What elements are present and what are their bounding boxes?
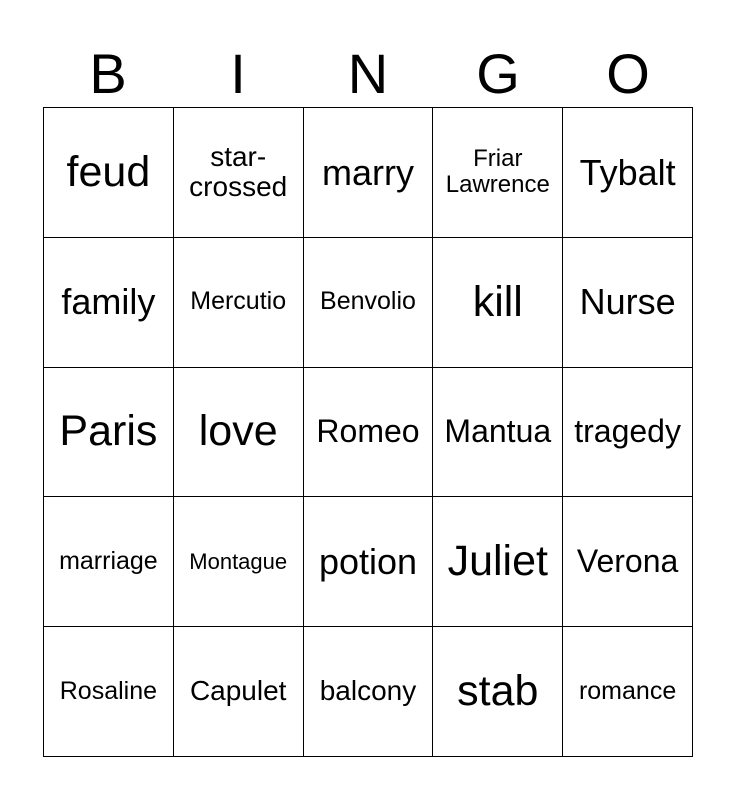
bingo-cell[interactable]: Romeo <box>304 368 434 498</box>
bingo-cell[interactable]: Friar Lawrence <box>433 108 563 238</box>
bingo-cell[interactable]: marry <box>304 108 434 238</box>
bingo-cell[interactable]: star-crossed <box>174 108 304 238</box>
bingo-cell[interactable]: feud <box>44 108 174 238</box>
bingo-cell[interactable]: marriage <box>44 497 174 627</box>
bingo-cell[interactable]: Mercutio <box>174 238 304 368</box>
bingo-cell[interactable]: Verona <box>563 497 693 627</box>
bingo-cell[interactable]: Nurse <box>563 238 693 368</box>
header-letter-i: I <box>230 42 246 105</box>
header-letter-o: O <box>606 42 650 105</box>
bingo-cell[interactable]: potion <box>304 497 434 627</box>
bingo-cell[interactable]: Mantua <box>433 368 563 498</box>
bingo-cell[interactable]: stab <box>433 627 563 757</box>
bingo-cell[interactable]: Benvolio <box>304 238 434 368</box>
header-letter-n: N <box>347 42 389 105</box>
bingo-cell[interactable]: Capulet <box>174 627 304 757</box>
header-letter-b: B <box>89 42 127 105</box>
bingo-cell[interactable]: romance <box>563 627 693 757</box>
bingo-cell[interactable]: balcony <box>304 627 434 757</box>
bingo-cell[interactable]: kill <box>433 238 563 368</box>
bingo-cell[interactable]: Tybalt <box>563 108 693 238</box>
header-letter-g: G <box>476 42 520 105</box>
bingo-cell[interactable]: tragedy <box>563 368 693 498</box>
bingo-cell[interactable]: love <box>174 368 304 498</box>
bingo-cell[interactable]: Paris <box>44 368 174 498</box>
bingo-cell[interactable]: Rosaline <box>44 627 174 757</box>
bingo-header <box>43 40 693 108</box>
bingo-cell[interactable]: Montague <box>174 497 304 627</box>
bingo-cell[interactable]: family <box>44 238 174 368</box>
bingo-card-grid <box>43 107 693 757</box>
bingo-cell[interactable]: Juliet <box>433 497 563 627</box>
